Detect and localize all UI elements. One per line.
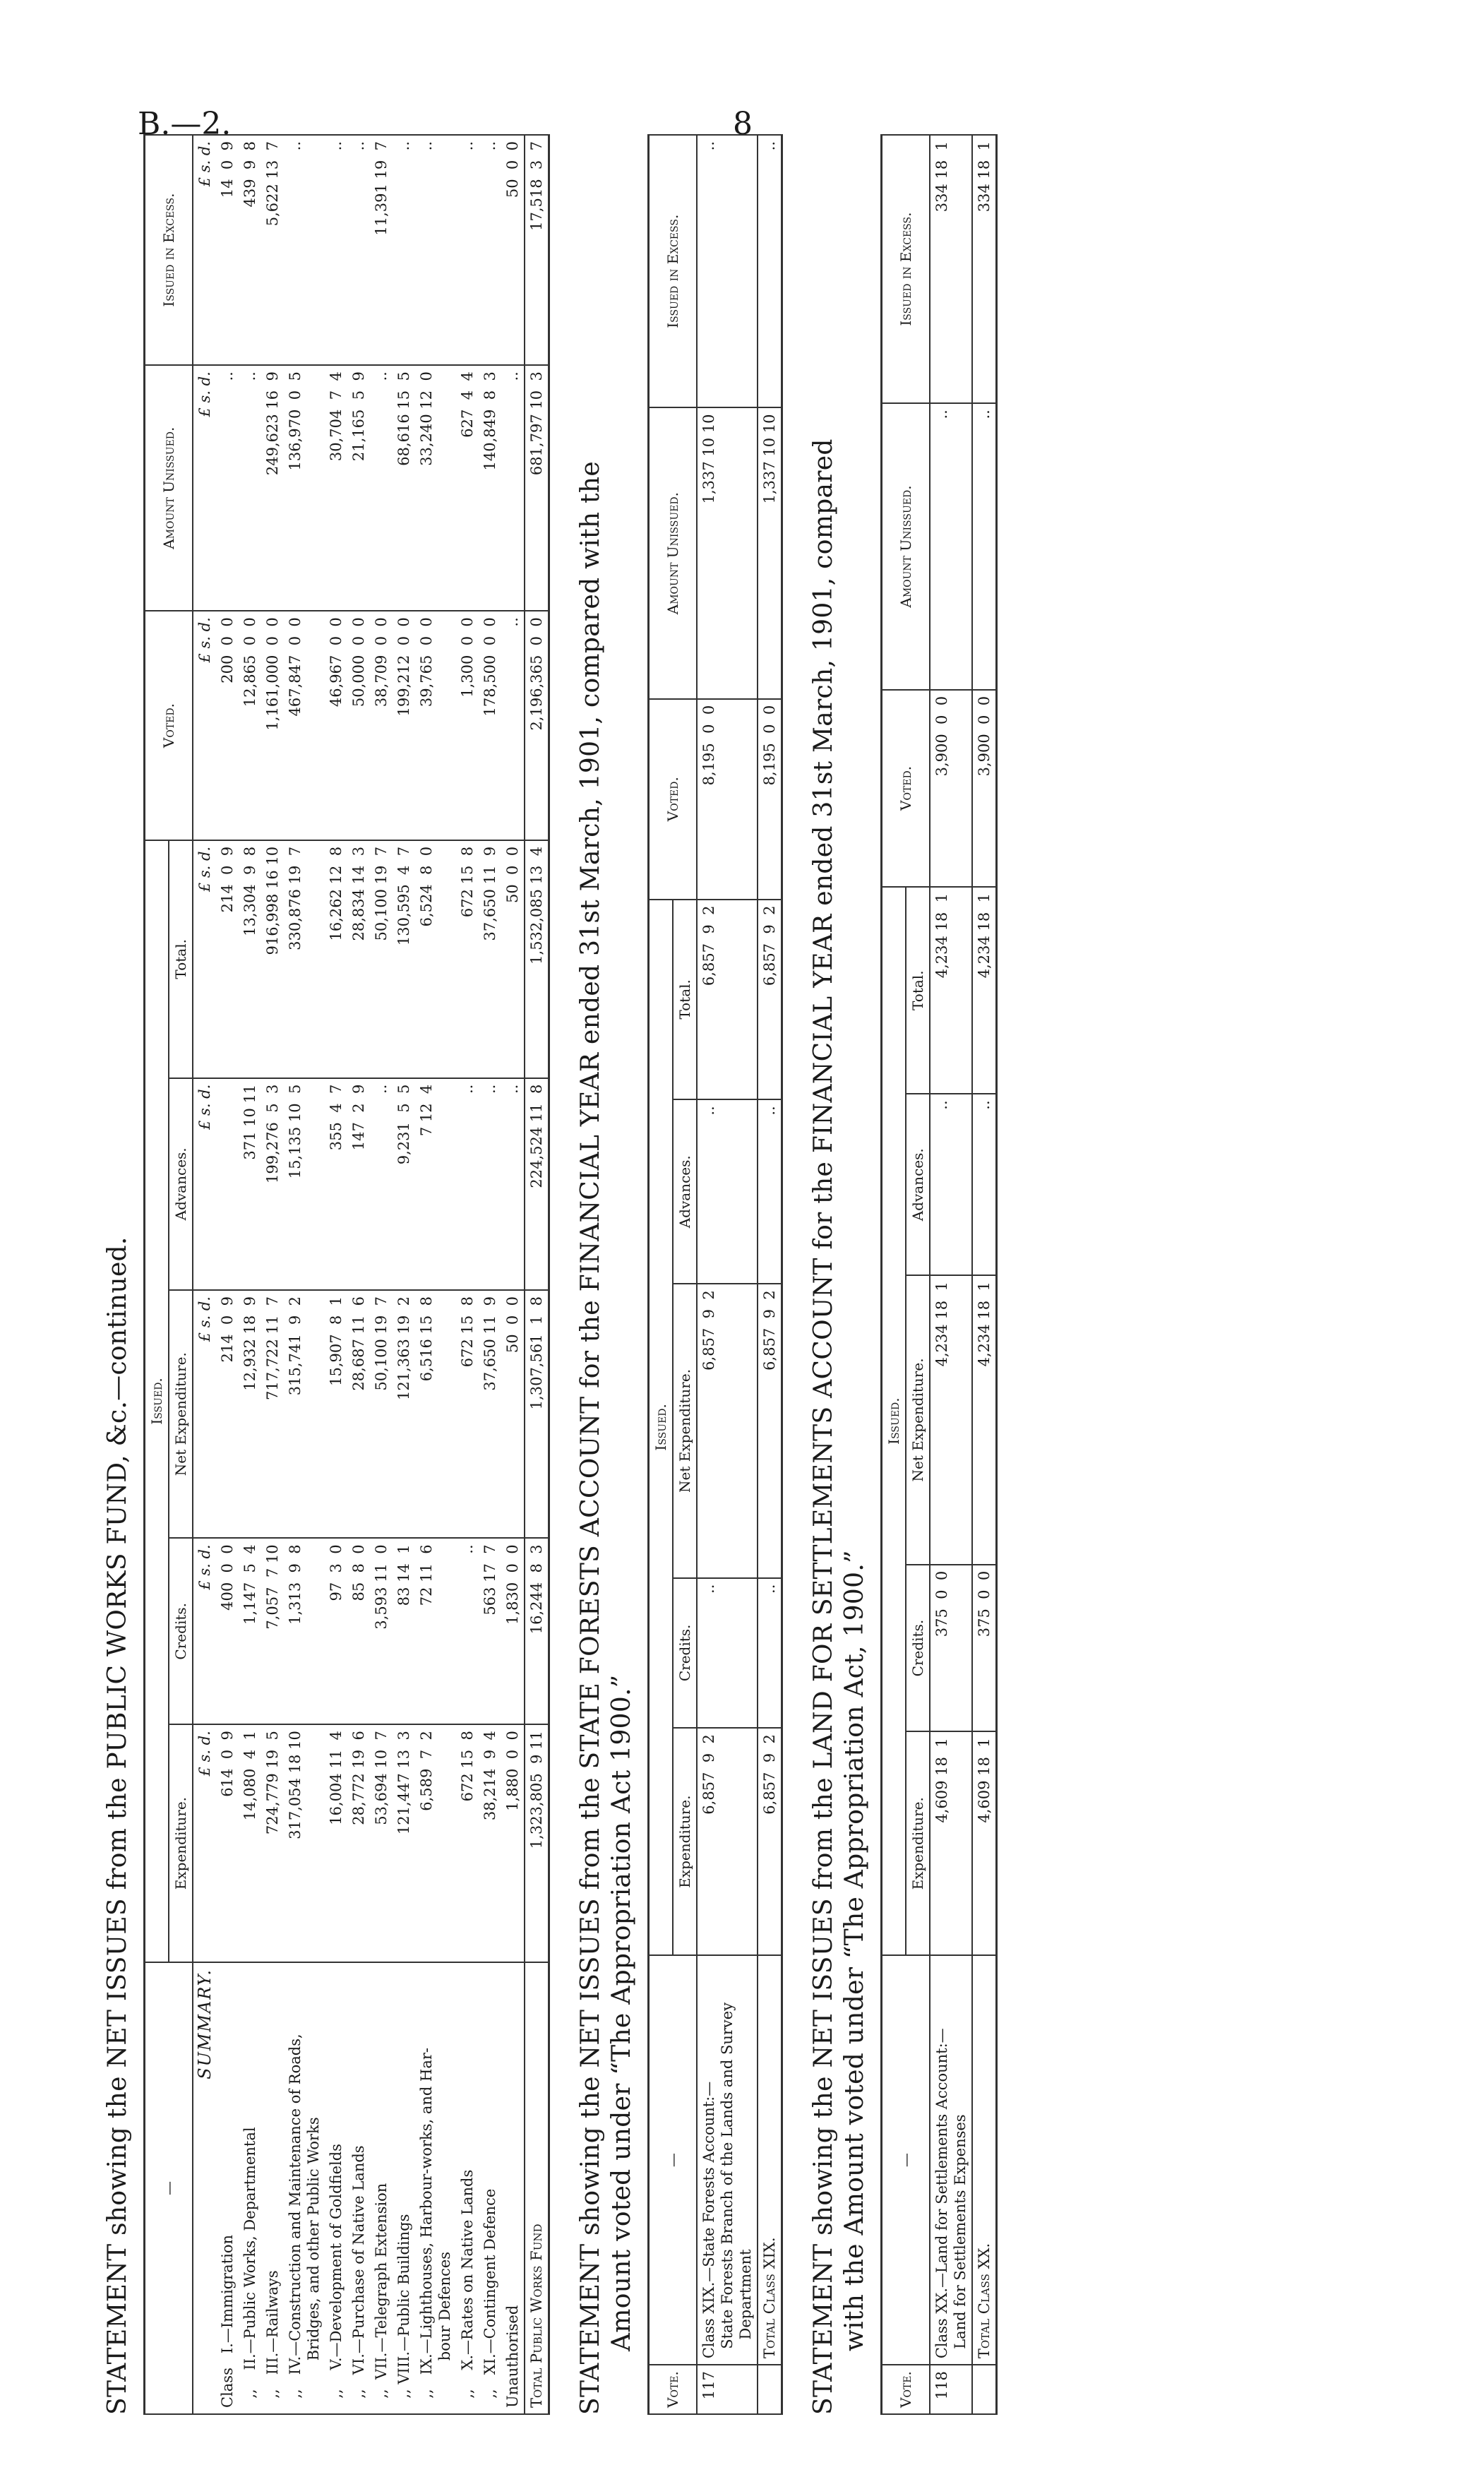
cell-total: 330,876 19 7 (284, 840, 325, 1078)
cell-cred: 3,593 11 0 (370, 1538, 393, 1724)
cell-voted: 199,212 0 0 (393, 611, 415, 840)
row-label: ,, IV.—Construction and Maintenance of Roads, Bridges, and other Public Works (284, 1962, 325, 2414)
units-label: £ s. d. (193, 365, 216, 611)
voted-header: Voted. (649, 699, 698, 900)
cell-cred: 375 0 0 (972, 1565, 997, 1732)
cell-excess: 17,518 3 7 (525, 135, 549, 365)
advances-header: Advances. (169, 1078, 193, 1290)
cell-net: 50 0 0 (501, 1290, 525, 1538)
cell-unissued: .. (239, 365, 261, 611)
cell-exp: 53,694 10 7 (370, 1724, 393, 1962)
cell-voted: 46,967 0 0 (325, 611, 347, 840)
cell-unissued: 1,337 10 10 (758, 407, 782, 698)
units-label: £ s. d. (193, 840, 216, 1078)
cell-total: 28,834 14 3 (347, 840, 370, 1078)
cell-net: 4,234 18 1 (972, 1275, 997, 1565)
cell-exp: 1,880 0 0 (501, 1724, 525, 1962)
table-row (216, 135, 239, 2414)
issued-header: Issued. (882, 887, 906, 1955)
vote-cell: 117 (697, 2365, 758, 2414)
vote-cell (972, 2365, 997, 2414)
cell-adv: 371 10 11 (239, 1078, 261, 1290)
cell-unissued: 33,240 12 0 (415, 365, 456, 611)
cell-total: 1,532,085 13 4 (525, 840, 549, 1078)
amount-unissued-header: Amount Unissued. (145, 365, 193, 611)
cell-excess: 334 18 1 (930, 135, 972, 403)
cell-adv: 7 12 4 (415, 1078, 456, 1290)
cell-exp: 4,609 18 1 (972, 1731, 997, 1955)
table-row (415, 135, 456, 2414)
cell-exp: 6,857 9 2 (758, 1728, 782, 1955)
cell-voted: 50,000 0 0 (347, 611, 370, 840)
credits-header: Credits. (169, 1538, 193, 1724)
statement3-title (808, 134, 870, 2415)
cell-exp: 14,080 4 1 (239, 1724, 261, 1962)
table-row (347, 135, 370, 2414)
statement3-table (880, 134, 998, 2415)
net-expenditure-header: Net Expenditure. (169, 1290, 193, 1538)
cell-voted: 178,500 0 0 (479, 611, 501, 840)
cell-total: 916,998 16 10 (261, 840, 284, 1078)
statement2-title (575, 134, 638, 2415)
cell-excess: 14 0 9 (216, 135, 239, 365)
expenditure-header: Expenditure. (906, 1731, 930, 1955)
cell-cred: 7,057 7 10 (261, 1538, 284, 1724)
vote-header: Vote. (649, 2365, 698, 2414)
row-label: ,, XI.—Contingent Defence (479, 1962, 501, 2414)
vote-cell (758, 2365, 782, 2414)
units-label: £ s. d. (193, 1538, 216, 1724)
table-row (697, 135, 758, 2414)
cell-exp: 672 15 8 (456, 1724, 479, 1962)
amount-unissued-header: Amount Unissued. (649, 407, 698, 698)
statement2-table (647, 134, 783, 2415)
units-label: £ s. d. (193, 135, 216, 365)
table-row (261, 135, 284, 2414)
cell-net: 15,907 8 1 (325, 1290, 347, 1538)
advances-header: Advances. (673, 1099, 697, 1284)
cell-unissued: 68,616 15 5 (393, 365, 415, 611)
cell-adv: .. (930, 1094, 972, 1275)
table-row (456, 135, 479, 2414)
cell-cred: 85 8 0 (347, 1538, 370, 1724)
cell-adv: 9,231 5 5 (393, 1078, 415, 1290)
cell-adv: 355 4 7 (325, 1078, 347, 1290)
units-label: £ s. d. (193, 1078, 216, 1290)
units-label: £ s. d. (193, 1290, 216, 1538)
row-label: Total Class XIX. (758, 1955, 782, 2365)
cell-excess: .. (347, 135, 370, 365)
cell-excess: .. (758, 135, 782, 407)
total-header: Total. (906, 887, 930, 1094)
table-row (284, 135, 325, 2414)
row-label: ,, VII.—Telegraph Extension (370, 1962, 393, 2414)
cell-voted: 3,900 0 0 (930, 690, 972, 887)
cell-total: 13,304 9 8 (239, 840, 261, 1078)
row-label: Class XX.—Land for Settlements Account:— Land for Settlements Expenses (930, 1955, 972, 2365)
cell-exp: 121,447 13 3 (393, 1724, 415, 1962)
cell-excess: .. (456, 135, 479, 365)
expenditure-header: Expenditure. (169, 1724, 193, 1962)
cell-adv: .. (972, 1094, 997, 1275)
cell-excess: .. (325, 135, 347, 365)
credits-header: Credits. (673, 1578, 697, 1729)
page-section-label: B.—2. (138, 106, 232, 142)
cell-net: 717,722 11 7 (261, 1290, 284, 1538)
blank-header: — (649, 1955, 698, 2365)
total-row (758, 135, 782, 2414)
cell-total: 37,650 11 9 (479, 840, 501, 1078)
cell-adv: .. (370, 1078, 393, 1290)
cell-cred: 16,244 8 3 (525, 1538, 549, 1724)
cell-excess: .. (415, 135, 456, 365)
expenditure-header: Expenditure. (673, 1728, 697, 1955)
summary-label: SUMMARY. (193, 1962, 216, 2414)
cell-adv: .. (479, 1078, 501, 1290)
cell-unissued: 627 4 4 (456, 365, 479, 611)
cell-excess: .. (393, 135, 415, 365)
cell-exp: 317,054 18 10 (284, 1724, 325, 1962)
cell-unissued: 249,623 16 9 (261, 365, 284, 611)
cell-voted: 38,709 0 0 (370, 611, 393, 840)
cell-total: 6,524 8 0 (415, 840, 456, 1078)
row-label: Class XIX.—State Forests Account:— State Forests Branch of the Lands and Survey Department (697, 1955, 758, 2365)
row-label: ,, III.—Railways (261, 1962, 284, 2414)
cell-net: 121,363 19 2 (393, 1290, 415, 1538)
cell-cred: 97 3 0 (325, 1538, 347, 1724)
statement1-title: STATEMENT showing the NET ISSUES from the PUBLIC WORKS FUND, &c.—continued. (103, 1236, 132, 2415)
cell-voted: 1,161,000 0 0 (261, 611, 284, 840)
blank-header: — (882, 1955, 931, 2365)
cell-net: 6,857 9 2 (758, 1284, 782, 1577)
blank-header: — (145, 1962, 193, 2414)
cell-total: 672 15 8 (456, 840, 479, 1078)
cell-adv: 199,276 5 3 (261, 1078, 284, 1290)
cell-total: 50 0 0 (501, 840, 525, 1078)
cell-cred: 400 0 0 (216, 1538, 239, 1724)
cell-net: 50,100 19 7 (370, 1290, 393, 1538)
cell-cred: 375 0 0 (930, 1565, 972, 1732)
total-row (525, 135, 549, 2414)
cell-total: 130,595 4 7 (393, 840, 415, 1078)
cell-cred: 83 14 1 (393, 1538, 415, 1724)
cell-cred: 1,313 9 8 (284, 1538, 325, 1724)
cell-net: 4,234 18 1 (930, 1275, 972, 1565)
cell-unissued: .. (930, 403, 972, 690)
cell-adv: .. (758, 1099, 782, 1284)
cell-excess: .. (479, 135, 501, 365)
cell-cred: .. (758, 1578, 782, 1729)
cell-unissued: .. (972, 403, 997, 690)
cell-voted: 12,865 0 0 (239, 611, 261, 840)
table-row (239, 135, 261, 2414)
cell-cred: 72 11 6 (415, 1538, 456, 1724)
cell-total: 4,234 18 1 (972, 887, 997, 1094)
cell-unissued: .. (501, 365, 525, 611)
rotated-content (102, 134, 1444, 2415)
cell-total: 214 0 9 (216, 840, 239, 1078)
cell-exp: 4,609 18 1 (930, 1731, 972, 1955)
statement3-title-line2: with the Amount voted under “The Appropriation Act, 1900.” (840, 1550, 869, 2351)
statement1-table (143, 134, 550, 2415)
row-label: ,, IX.—Lighthouses, Harbour-works, and Har- bour Defences (415, 1962, 456, 2414)
cell-adv: .. (456, 1078, 479, 1290)
cell-total: 50,100 19 7 (370, 840, 393, 1078)
vote-header: Vote. (882, 2365, 931, 2414)
cell-total: 6,857 9 2 (697, 900, 758, 1100)
cell-total: 6,857 9 2 (758, 900, 782, 1100)
cell-excess: .. (284, 135, 325, 365)
row-label: Total Public Works Fund (525, 1962, 549, 2414)
cell-cred: .. (697, 1578, 758, 1729)
cell-unissued: 681,797 10 3 (525, 365, 549, 611)
vote-cell: 118 (930, 2365, 972, 2414)
cell-unissued: 21,165 5 9 (347, 365, 370, 611)
statement3-title-line1: STATEMENT showing the NET ISSUES from the LAND FOR SETTLEMENTS ACCOUNT for the FINANCIAL YEAR ended 31st March, 1901, compared (809, 438, 838, 2415)
cell-adv: .. (697, 1099, 758, 1284)
cell-exp: 614 0 9 (216, 1724, 239, 1962)
cell-adv: 224,524 11 8 (525, 1078, 549, 1290)
cell-voted: 39,765 0 0 (415, 611, 456, 840)
credits-header: Credits. (906, 1565, 930, 1732)
cell-total: 16,262 12 8 (325, 840, 347, 1078)
cell-net: 672 15 8 (456, 1290, 479, 1538)
cell-voted: 200 0 0 (216, 611, 239, 840)
statement2-title-line1: STATEMENT showing the NET ISSUES from the STATE FORESTS ACCOUNT for the FINANCIAL YEAR ended 31st March, 1901, compared with the (576, 461, 605, 2415)
issued-in-excess-header: Issued in Excess. (145, 135, 193, 365)
table-row (325, 135, 347, 2414)
cell-cred: 1,830 0 0 (501, 1538, 525, 1724)
cell-cred: 563 17 7 (479, 1538, 501, 1724)
cell-excess: 5,622 13 7 (261, 135, 284, 365)
row-label: ,, II.—Public Works, Departmental (239, 1962, 261, 2414)
cell-unissued: 30,704 7 4 (325, 365, 347, 611)
table-row (501, 135, 525, 2414)
issued-in-excess-header: Issued in Excess. (649, 135, 698, 407)
cell-net: 1,307,561 1 8 (525, 1290, 549, 1538)
row-label: Unauthorised (501, 1962, 525, 2414)
cell-exp: 38,214 9 4 (479, 1724, 501, 1962)
table-row (393, 135, 415, 2414)
cell-unissued: .. (370, 365, 393, 611)
amount-unissued-header: Amount Unissued. (882, 403, 931, 690)
cell-net: 12,932 18 9 (239, 1290, 261, 1538)
cell-unissued: 136,970 0 5 (284, 365, 325, 611)
cell-net: 6,516 15 8 (415, 1290, 456, 1538)
cell-net: 28,687 11 6 (347, 1290, 370, 1538)
cell-voted: .. (501, 611, 525, 840)
issued-header: Issued. (145, 840, 169, 1962)
cell-exp: 28,772 19 6 (347, 1724, 370, 1962)
table-row (479, 135, 501, 2414)
cell-voted: 8,195 0 0 (758, 699, 782, 900)
cell-excess: .. (697, 135, 758, 407)
cell-unissued: .. (216, 365, 239, 611)
cell-cred: 1,147 5 4 (239, 1538, 261, 1724)
cell-total: 4,234 18 1 (930, 887, 972, 1094)
net-expenditure-header: Net Expenditure. (673, 1284, 697, 1577)
table-row (930, 135, 972, 2414)
cell-net: 37,650 11 9 (479, 1290, 501, 1538)
row-label: ,, V.—Development of Goldfields (325, 1962, 347, 2414)
table-row (370, 135, 393, 2414)
cell-voted: 8,195 0 0 (697, 699, 758, 900)
cell-exp: 6,589 7 2 (415, 1724, 456, 1962)
units-label: £ s. d. (193, 1724, 216, 1962)
voted-header: Voted. (145, 611, 193, 840)
cell-exp: 6,857 9 2 (697, 1728, 758, 1955)
row-label: ,, VIII.—Public Buildings (393, 1962, 415, 2414)
cell-adv: 147 2 9 (347, 1078, 370, 1290)
row-label: ,, VI.—Purchase of Native Lands (347, 1962, 370, 2414)
net-expenditure-header: Net Expenditure. (906, 1275, 930, 1565)
page-number: 8 (733, 106, 753, 142)
cell-voted: 1,300 0 0 (456, 611, 479, 840)
total-header: Total. (673, 900, 697, 1100)
cell-adv: .. (501, 1078, 525, 1290)
cell-excess: 334 18 1 (972, 135, 997, 403)
units-label: £ s. d. (193, 611, 216, 840)
cell-exp: 16,004 11 4 (325, 1724, 347, 1962)
row-label: ,, X.—Rates on Native Lands (456, 1962, 479, 2414)
cell-voted: 3,900 0 0 (972, 690, 997, 887)
cell-net: 214 0 9 (216, 1290, 239, 1538)
total-header: Total. (169, 840, 193, 1078)
cell-exp: 1,323,805 9 11 (525, 1724, 549, 1962)
advances-header: Advances. (906, 1094, 930, 1275)
voted-header: Voted. (882, 690, 931, 887)
cell-voted: 2,196,365 0 0 (525, 611, 549, 840)
cell-cred: .. (456, 1538, 479, 1724)
cell-net: 6,857 9 2 (697, 1284, 758, 1577)
cell-excess: 11,391 19 7 (370, 135, 393, 365)
row-label: Total Class XX. (972, 1955, 997, 2365)
issued-header: Issued. (649, 900, 674, 1956)
cell-adv: 15,135 10 5 (284, 1078, 325, 1290)
cell-net: 315,741 9 2 (284, 1290, 325, 1538)
cell-excess: 439 9 8 (239, 135, 261, 365)
row-label: Class I.—Immigration (216, 1962, 239, 2414)
cell-excess: 50 0 0 (501, 135, 525, 365)
total-row (972, 135, 997, 2414)
issued-in-excess-header: Issued in Excess. (882, 135, 931, 403)
cell-unissued: 140,849 8 3 (479, 365, 501, 611)
cell-exp: 724,779 19 5 (261, 1724, 284, 1962)
cell-voted: 467,847 0 0 (284, 611, 325, 840)
cell-adv (216, 1078, 239, 1290)
cell-unissued: 1,337 10 10 (697, 407, 758, 698)
statement2-title-line2: Amount voted under “The Appropriation Act 1900.” (607, 1674, 636, 2351)
